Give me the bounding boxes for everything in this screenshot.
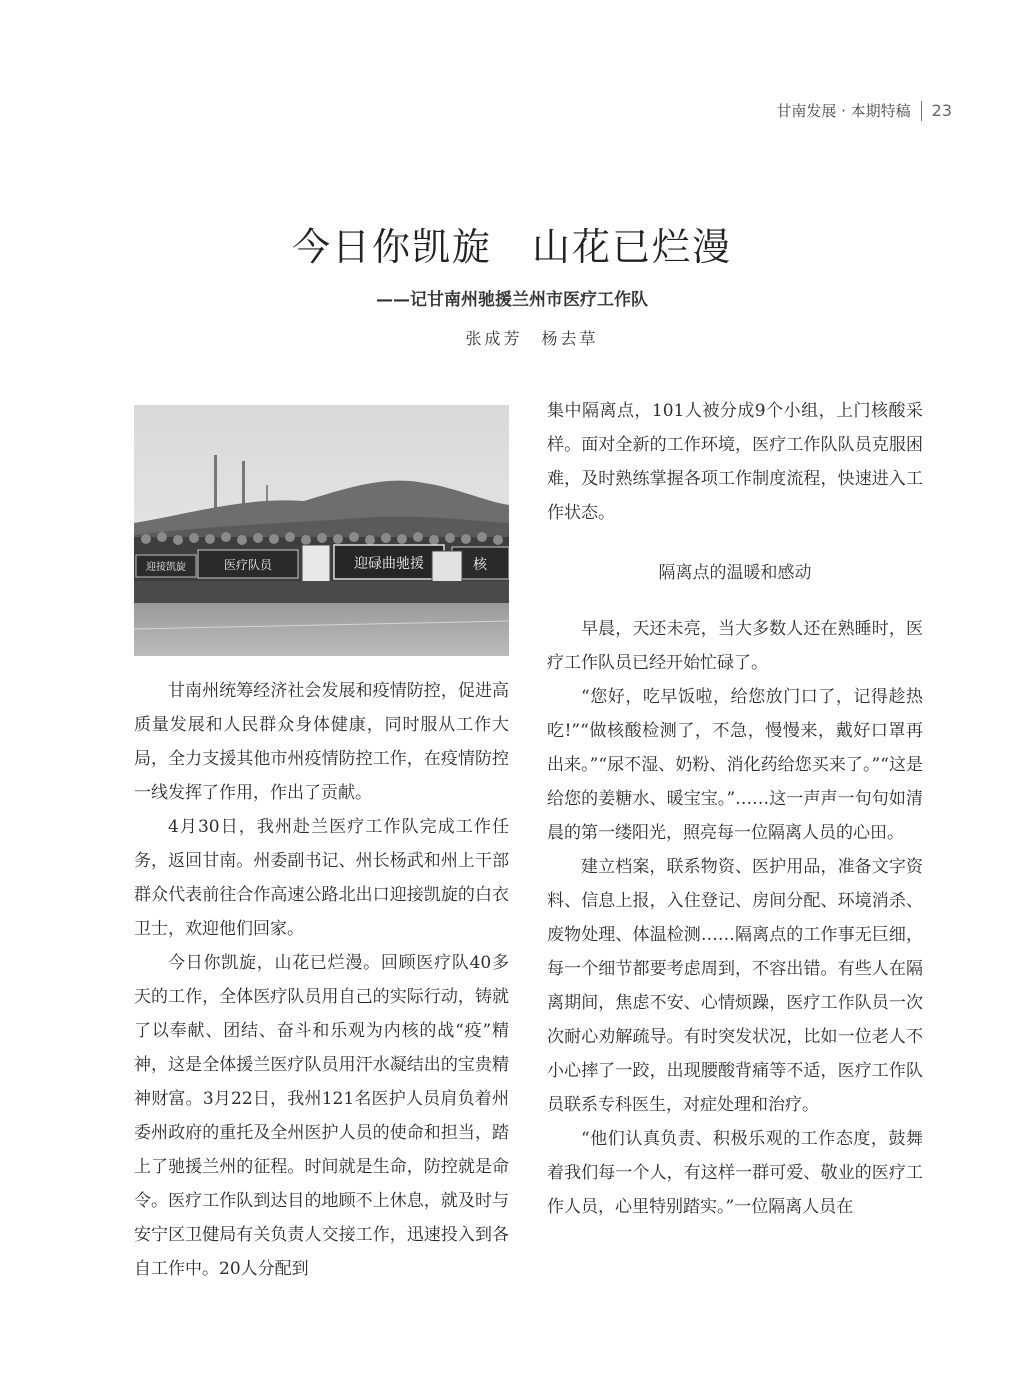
left-column — [134, 674, 509, 1286]
body-paragraph: 早晨，天还未亮，当大多数人还在熟睡时，医疗工作队员已经开始忙碌了。 — [547, 619, 923, 673]
body-paragraph: 建立档案，联系物资、医护用品，准备文字资料、信息上报，入住登记、房间分配、环境消杀、废物处理、体温检测……隔离点的工作事无巨细，每一个细节都要考虑周到，不容出错。有些人在隔离期间，焦虑不安、心情烦躁，医疗工作队员一次次耐心劝解疏导。有时突发状况，比如一位老人不小心摔了一跤，出现腰酸背痛等不适，医疗工作队员联系专科医生，对症处理和治疗。 — [547, 857, 923, 1115]
header-divider — [921, 101, 922, 121]
body-paragraph: “他们认真负责、积极乐观的工作态度，鼓舞着我们每一个人，有这样一群可爱、敬业的医疗工作人员，心里特别踏实。”一位隔离人员在 — [547, 1129, 923, 1217]
body-paragraph: 今日你凯旋，山花已烂漫。回顾医疗队40多天的工作，全体医疗队员用自己的实际行动，铸就了以奉献、团结、奋斗和乐观为内核的战“疫”精神，这是全体援兰医疗队员用汗水凝结出的宝贵精神财富。3月22日，我州121名医护人员肩负着州委州政府的重托及全州医护人员的使命和担当，踏上了驰援兰州的征程。时间就是生命，防控就是命令。医疗工作队到达目的地顾不上休息，就及时与安宁区卫健局有关负责人交接工作，迅速投入到各自工作中。20人分配到 — [134, 953, 509, 1279]
body-paragraph: 甘南州统筹经济社会发展和疫情防控，促进高质量发展和人民群众身体健康，同时服从工作大局，全力支援其他市州疫情防控工作，在疫情防控一线发挥了作用，作出了贡献。 — [134, 681, 509, 803]
banner-text-3: 迎碌曲驰援 — [354, 556, 424, 572]
page-number: 23 — [931, 101, 952, 120]
right-column — [547, 394, 923, 1224]
article-authors: 张成芳 杨去草 — [465, 329, 599, 348]
photo-illustration — [134, 405, 509, 656]
banner-text-1: 迎接凯旋 — [146, 562, 186, 573]
continued-paragraph: 集中隔离点，101人被分成9个小组，上门核酸采样。面对全新的工作环境，医疗工作队队员克服困难，及时熟练掌握各项工作制度流程，快速进入工作状态。 — [547, 401, 923, 523]
body-paragraph: 4月30日，我州赴兰医疗工作队完成工作任务，返回甘南。州委副书记、州长杨武和州上干部群众代表前往合作高速公路北出口迎接凯旋的白衣卫士，欢迎他们回家。 — [134, 817, 509, 939]
banner-text-4: 核 — [473, 557, 487, 573]
body-paragraph: “您好，吃早饭啦，给您放门口了，记得趁热吃!”“做核酸检测了，不急，慢慢来，戴好口罩再出来。”“尿不湿、奶粉、消化药给您买来了。”“这是给您的姜糖水、暖宝宝。”……这一声声一句句如清晨的第一缕阳光，照亮每一位隔离人员的心田。 — [547, 687, 923, 843]
article-title: 今日你凯旋 山花已烂漫 — [291, 225, 732, 269]
section-label: 甘南发展 · 本期特稿 — [776, 102, 911, 120]
banner-text-2: 医疗队员 — [223, 558, 273, 572]
running-head — [776, 100, 952, 121]
welcome-photo — [134, 405, 509, 656]
section-heading: 隔离点的温暖和感动 — [658, 563, 812, 583]
article-subtitle: ——记甘南州驰援兰州市医疗工作队 — [376, 290, 648, 310]
